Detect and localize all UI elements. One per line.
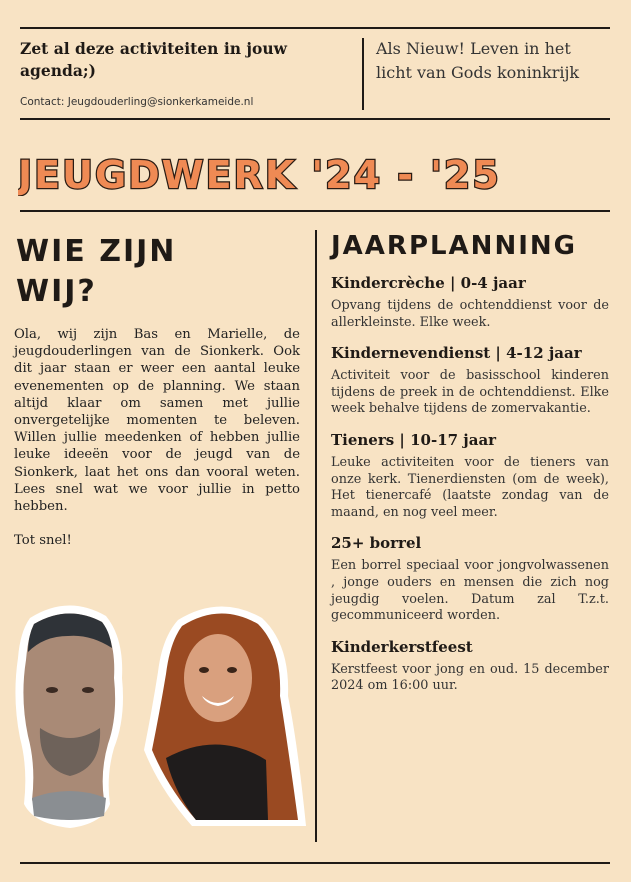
header-title: Zet al deze activiteiten in jouw agenda;) [20, 39, 287, 80]
about-section [14, 232, 300, 549]
event-item [331, 532, 609, 624]
bottom-rule [20, 862, 610, 864]
top-rule [20, 27, 610, 29]
banner-text: JEUGDWERK '24 - '25 [18, 153, 501, 196]
event-title: Tieners | 10-17 jaar [331, 430, 497, 449]
section-rule [20, 210, 610, 212]
header-slogan: Als Nieuw! Leven in het licht van Gods koninkrijk [376, 39, 580, 82]
header-divider [362, 38, 364, 110]
event-description: Activiteit voor de basisschool kinderen tijdens de preek in de ochtenddienst. Elke week behalve tijdens de zomervakantie. [331, 368, 609, 417]
event-item [331, 429, 609, 521]
event-description: Leuke activiteiten voor de tieners van onze kerk. Tienerdiensten (om de week), Het tienercafé (laatste zondag van de maand, en nog veel meer. [331, 454, 609, 520]
about-heading-line2: WIJ? [16, 274, 97, 309]
event-item [331, 636, 609, 695]
event-item [331, 342, 609, 418]
header-rule [20, 118, 610, 120]
event-title: Kindernevendienst | 4-12 jaar [331, 344, 582, 363]
header-left [20, 38, 350, 108]
event-item [331, 272, 609, 331]
about-intro: Ola, wij zijn Bas en Marielle, de jeugdouderlingen van de Sionkerk. Ook dit jaar staan er weer een aantal leuke evenementen op de planning. We staan altijd klaar om samen met jullie onvergetelijke momenten te beleven. Willen jullie meedenken of hebben jullie leuke ideeën voor de jeugd van de Sionkerk, laat het ons dan vooral weten. Lees snel wat we voor jullie in petto hebben. [14, 327, 300, 515]
contact-email[interactable]: Contact: Jeugdouderling@sionkerkameide.nl [20, 96, 254, 108]
photo-bas [10, 598, 128, 830]
event-title: Kindercrèche | 0-4 jaar [331, 274, 526, 292]
column-divider [315, 230, 317, 842]
event-title: Kinderkerstfeest [331, 637, 473, 656]
event-title: 25+ borrel [331, 534, 422, 553]
about-heading-line1: WIE ZIJN [16, 234, 177, 269]
planning-section [331, 228, 609, 706]
event-description: Kerstfeest voor jong en oud. 15 december 2024 om 16:00 uur. [331, 661, 609, 694]
planning-heading: JAARPLANNING [331, 231, 577, 261]
event-description: Opvang tijdens de ochtenddienst voor de allerkleinste. Elke week. [331, 298, 609, 330]
about-heading [14, 232, 300, 312]
photo-marielle [138, 600, 310, 832]
banner-title [18, 148, 618, 196]
about-outro: Tot snel! [14, 533, 72, 549]
event-description: Een borrel speciaal voor jongvolwassenen , jonge ouders en mensen die zich nog jeugdig voelen. Datum zal T.z.t. gecommuniceerd worden. [331, 558, 609, 624]
